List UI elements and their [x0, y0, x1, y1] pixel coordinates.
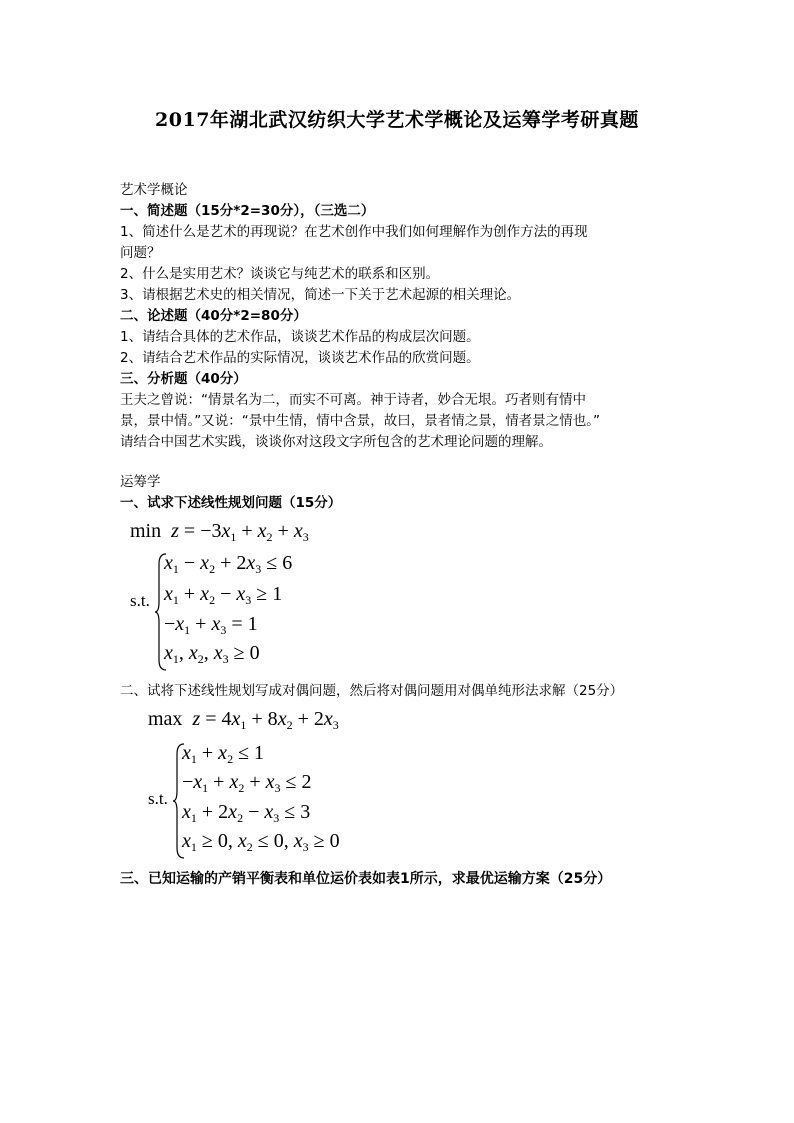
art-s2-question2: 2、请结合艺术作品的实际情况，谈谈艺术作品的欣赏问题。	[120, 350, 480, 366]
art-s1-question1-line1: 1、简述什么是艺术的再现说？在艺术创作中我们如何理解作为创作方法的再现	[120, 224, 588, 240]
q1-constraint2: $x_1 + x_2 - x_3 \ge 1$	[164, 583, 283, 607]
ops-question2-header: 二、试将下述线性规划写成对偶问题，然后将对偶问题用对偶单纯形法求解（25分）	[120, 683, 624, 699]
art-s3-paragraph-line3: 请结合中国艺术实践，谈谈你对这段文字所包含的艺术理论问题的理解。	[120, 434, 552, 450]
q2-constraint2: $-x_1 + x_2 + x_3 \le 2$	[182, 771, 312, 795]
ops-q2-formula	[148, 708, 448, 858]
q2-constraint4: $x_1 \ge 0$, $x_2 \le 0$, $x_3 \ge 0$	[182, 830, 340, 854]
q2-constraint1: $x_1 + x_2 \le 1$	[182, 742, 265, 766]
q1-st-label: s.t.	[130, 591, 150, 610]
art-s3-paragraph-line2: 景，景中情。”又说：“景中生情，情中含景，故曰，景者情之景，情者景之情也。”	[120, 413, 600, 429]
art-s1-question2: 2、什么是实用艺术？谈谈它与纯艺术的联系和区别。	[120, 266, 440, 282]
q2-constraint3: $x_1 + 2x_2 - x_3 \le 3$	[182, 801, 311, 825]
art-section3-header: 三、分析题（40分）	[120, 371, 247, 387]
art-heading: 艺术学概论	[120, 182, 188, 198]
q1-objective: $\min z = -3x_1 + x_2 + x_3$	[130, 520, 309, 544]
ops-question1-header: 一、试求下述线性规划问题（15分）	[120, 495, 342, 511]
ops-question2	[120, 681, 680, 702]
art-s3-paragraph-line1: 王夫之曾说：“情景名为二，而实不可离。神于诗者，妙合无垠。巧者则有情中	[120, 392, 586, 408]
q2-st-label: s.t.	[148, 789, 168, 808]
q1-constraint3: $-x_1 + x_3 = 1$	[164, 613, 258, 637]
art-section2-header: 二、论述题（40分*2=80分）	[120, 308, 307, 324]
ops-section	[120, 472, 680, 514]
art-s1-question3: 3、请根据艺术史的相关情况，简述一下关于艺术起源的相关理论。	[120, 287, 521, 303]
ops-heading: 运筹学	[120, 474, 161, 490]
ops-question3-header: 三、已知运输的产销平衡表和单位运价表如表1所示，求最优运输方案（25分）	[120, 871, 612, 887]
q1-constraint1: $x_1 - x_2 + 2x_3 \le 6$	[164, 552, 293, 576]
art-s1-question1-line2: 问题？	[120, 245, 161, 261]
page-title: 2017年湖北武汉纺织大学艺术学概论及运筹学考研真题	[155, 109, 639, 131]
art-section1-header: 一、简述题（15分*2=30分），（三选二）	[120, 203, 375, 219]
q1-constraint4: $x_1$, $x_2$, $x_3 \ge 0$	[164, 642, 260, 666]
art-section	[120, 180, 680, 453]
ops-q1-formula	[130, 520, 430, 670]
art-s2-question1: 1、请结合具体的艺术作品，谈谈艺术作品的构成层次问题。	[120, 329, 480, 345]
q2-objective: $\max z = 4x_1 + 8x_2 + 2x_3$	[148, 708, 339, 732]
